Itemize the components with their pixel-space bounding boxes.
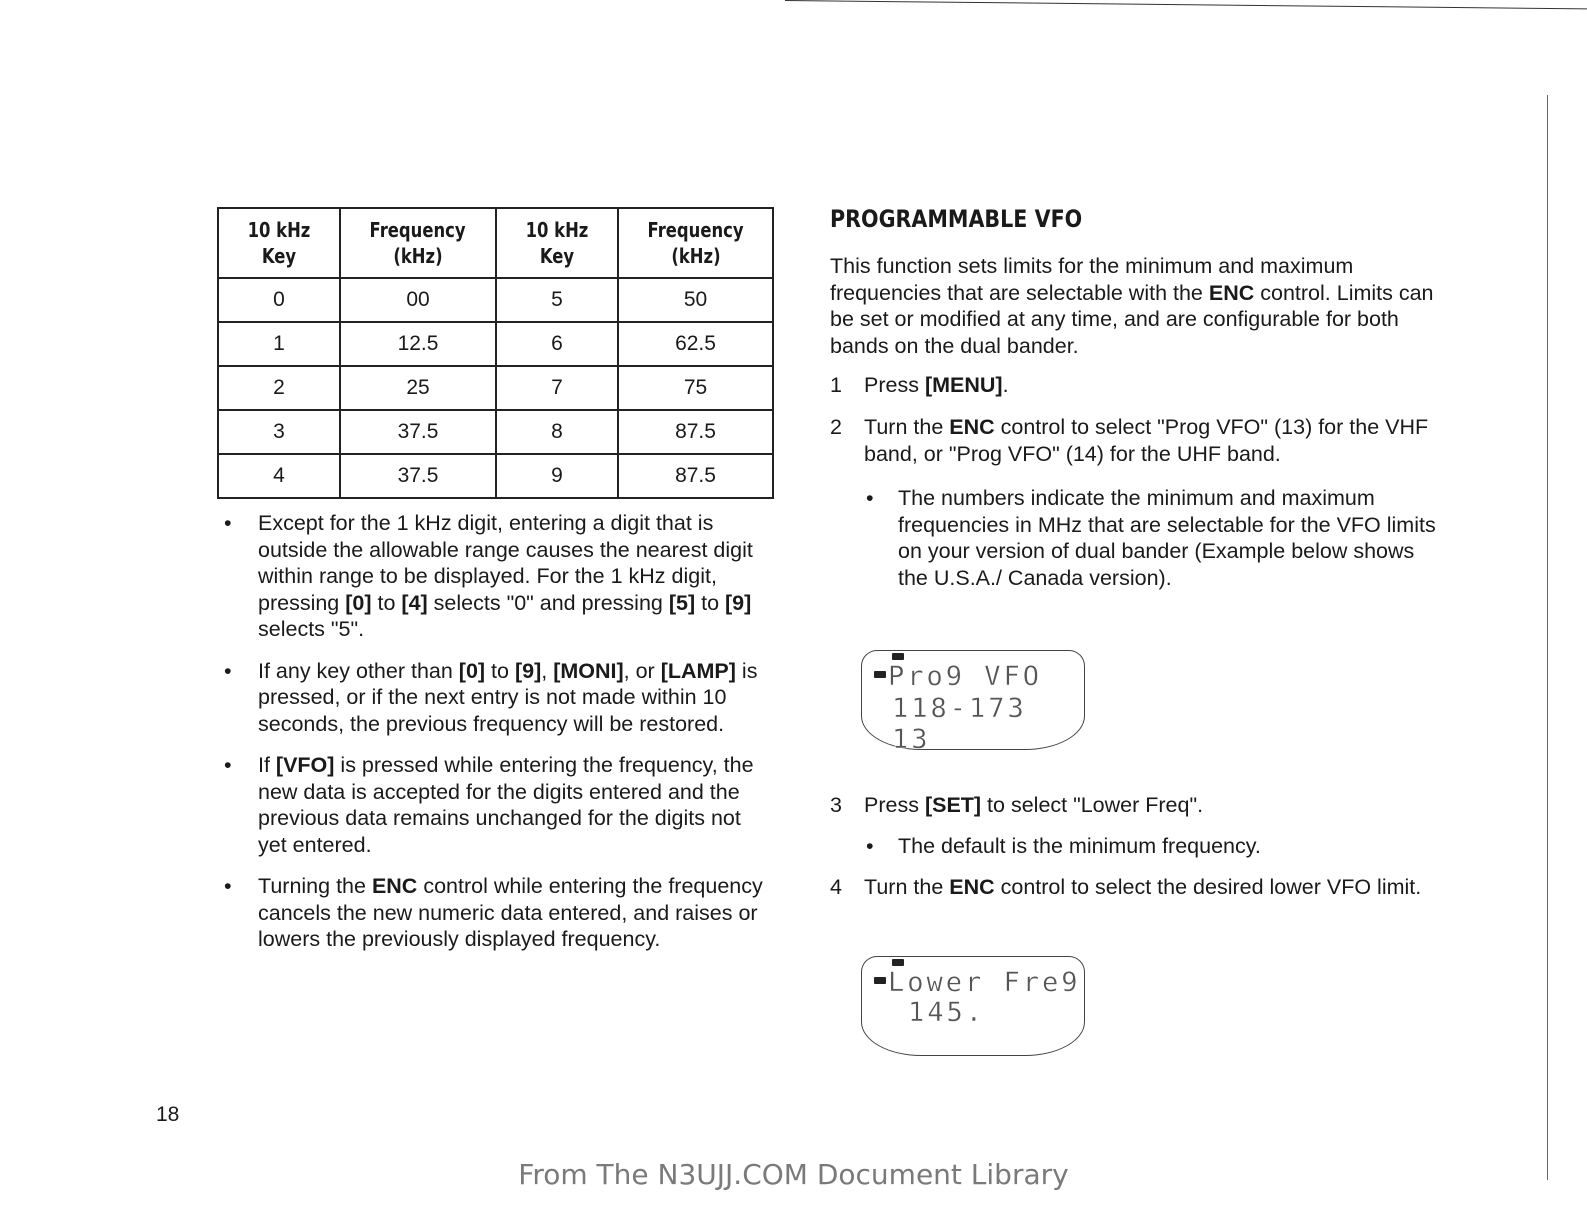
note-other-key: • If any key other than [0] to [9], [MONI], or [LAMP] is pressed, or if the next entry is not made within 10 seconds, the previous frequency will be restored. [222,658,767,738]
step-text: Turn the ENC control to select the desired lower VFO limit. [864,875,1422,899]
header-10khz-key-2: 10 kHz Key [496,208,618,278]
scan-edge-top [785,0,1587,9]
lcd-band-icon [874,671,886,678]
table-cell: 0 [218,278,340,322]
table-cell: 2 [218,366,340,410]
subnote-text: The numbers indicate the minimum and maximum frequencies in MHz that are selectable for the VFO limits on your version of dual bander (Example below shows the U.S.A./ Canada version). [898,486,1436,590]
lcd-band-icon [874,977,886,984]
section-title: PROGRAMMABLE VFO [830,205,1083,233]
note-enc-turn: • Turning the ENC control while entering the frequency cancels the new numeric data entered, and raises or lowers the previously displayed frequency. [222,873,767,953]
lcd-segment-icon [892,959,904,966]
table-cell: 7 [496,366,618,410]
header-frequency-2: Frequency (kHz) [618,208,773,278]
lcd-display-prog-vfo [861,650,1085,755]
table-cell: 1 [218,322,340,366]
header-frequency-1: Frequency (kHz) [340,208,496,278]
table-cell: 9 [496,454,618,498]
bullet-icon: • [866,486,874,510]
table-cell: 12.5 [340,322,496,366]
table-header-row [218,208,773,278]
table-row [218,278,773,322]
bullet-icon: • [866,834,874,858]
scan-edge-right [1547,95,1548,1180]
table-cell: 87.5 [618,410,773,454]
table-cell: 6 [496,322,618,366]
subnote-text: The default is the minimum frequency. [898,834,1261,858]
lcd-line-1: Pro9 VFO [888,661,1043,692]
note-range-digit: • Except for the 1 kHz digit, entering a digit that is outside the allowable range causes the nearest digit within range to be displayed. For the 1 kHz digit, pressing [0] to [4] selects "0" and pressing [5] to [9] selects "5". [222,510,767,643]
section-intro: This function sets limits for the minimum and maximum frequencies that are selectable with the ENC control. Limits can be set or modified at any time, and are configurable for both bands on the dual bander. [830,254,1434,358]
table-row [218,410,773,454]
lcd-display-lower-freq [861,956,1085,1056]
step-text: Press [SET] to select "Lower Freq". [864,793,1204,817]
page-number: 18 [156,1103,180,1126]
step-text: Turn the ENC control to select "Prog VFO" (13) for the VHF band, or "Prog VFO" (14) for the UHF band. [864,415,1429,466]
entry-notes-list [222,510,767,968]
table-cell: 87.5 [618,454,773,498]
table-cell: 25 [340,366,496,410]
step-number: 1 [830,373,842,397]
table-cell: 3 [218,410,340,454]
table-cell: 50 [618,278,773,322]
table-cell: 5 [496,278,618,322]
note-vfo-key: • If [VFO] is pressed while entering the frequency, the new data is accepted for the digits entered and the previous data remains unchanged for the digits not yet entered. [222,752,767,858]
lcd-segment-icon [892,653,904,660]
step-number: 4 [830,875,842,899]
table-row [218,322,773,366]
lcd-line-1: Lower Fre9 [888,967,1081,998]
header-10khz-key-1: 10 kHz Key [218,208,340,278]
table-cell: 00 [340,278,496,322]
step-text: Press [MENU]. [864,373,1009,397]
footer-watermark: From The N3UJJ.COM Document Library [518,1158,1069,1191]
frequency-key-table [217,207,774,499]
table-cell: 37.5 [340,410,496,454]
table-cell: 62.5 [618,322,773,366]
step-number: 2 [830,415,842,439]
table-row [218,366,773,410]
table-cell: 8 [496,410,618,454]
lcd-line-2: 118-173 13 [892,693,1027,755]
table-cell: 75 [618,366,773,410]
table-cell: 4 [218,454,340,498]
table-row [218,454,773,498]
table-cell: 37.5 [340,454,496,498]
step-number: 3 [830,793,842,817]
lcd-line-2: 145. [908,997,986,1028]
